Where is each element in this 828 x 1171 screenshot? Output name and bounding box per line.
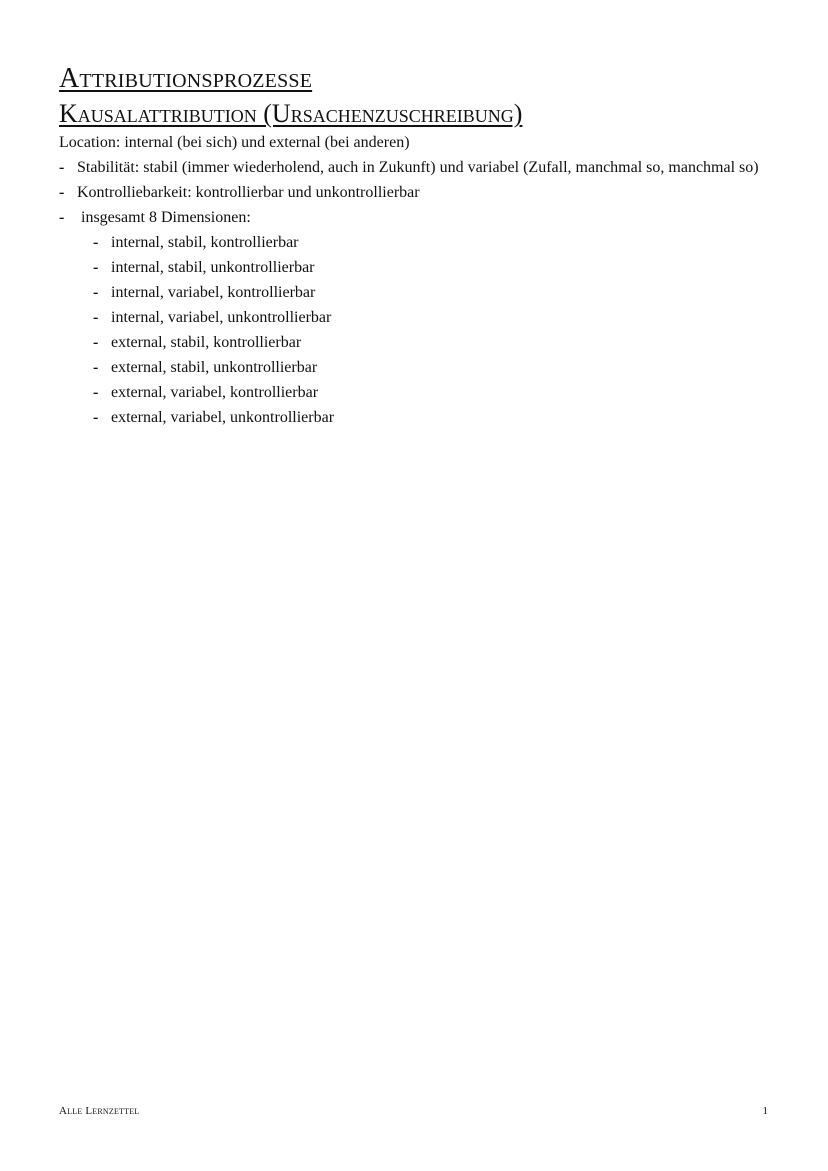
sublist-item xyxy=(93,355,779,380)
sublist-item xyxy=(93,405,779,430)
page-title: Attributionsprozesse xyxy=(59,63,313,94)
sublist-item xyxy=(93,330,779,355)
list-item-stabilitaet xyxy=(59,155,779,180)
sublist-item xyxy=(93,380,779,405)
location-line: Location: internal (bei sich) und external (bei anderen) xyxy=(59,134,410,151)
sublist-item-text: internal, stabil, kontrollierbar xyxy=(111,234,299,251)
sublist-item xyxy=(93,305,779,330)
sublist-item-text: internal, stabil, unkontrollierbar xyxy=(111,259,315,276)
attribution-list xyxy=(59,155,779,430)
bullet-dash: - xyxy=(93,409,99,426)
dimensions-sublist xyxy=(77,230,779,430)
sublist-item-text: external, stabil, unkontrollierbar xyxy=(111,359,318,376)
sublist-item xyxy=(93,255,779,280)
bullet-dash: - xyxy=(93,384,99,401)
section-heading: Kausalattribution (Ursachenzuschreibung) xyxy=(59,99,523,128)
sublist-item-text: internal, variabel, kontrollierbar xyxy=(111,284,316,301)
bullet-dash: - xyxy=(59,209,65,226)
sublist-item-text: internal, variabel, unkontrollierbar xyxy=(111,309,332,326)
list-item-text: insgesamt 8 Dimensionen: xyxy=(77,209,251,226)
page-number: 1 xyxy=(762,1105,768,1117)
sublist-item xyxy=(93,230,779,255)
list-item-text: Stabilität: stabil (immer wiederholend, auch in Zukunft) und variabel (Zufall, manchmal so, manchmal so) xyxy=(77,159,759,176)
bullet-dash: - xyxy=(93,359,99,376)
bullet-dash: - xyxy=(59,159,65,176)
bullet-dash: - xyxy=(93,334,99,351)
bullet-dash: - xyxy=(59,184,65,201)
footer-label: Alle Lernzettel xyxy=(59,1105,140,1117)
sublist-item xyxy=(93,280,779,305)
sublist-item-text: external, stabil, kontrollierbar xyxy=(111,334,302,351)
document-content xyxy=(59,62,779,430)
bullet-dash: - xyxy=(93,234,99,251)
list-item-text: Kontrolliebarkeit: kontrollierbar und unkontrollierbar xyxy=(77,184,420,201)
bullet-dash: - xyxy=(93,284,99,301)
sublist-item-text: external, variabel, unkontrollierbar xyxy=(111,409,335,426)
list-item-kontrolliebarkeit xyxy=(59,180,779,205)
bullet-dash: - xyxy=(93,309,99,326)
bullet-dash: - xyxy=(93,259,99,276)
list-item-dimensionen xyxy=(59,205,779,430)
sublist-item-text: external, variabel, kontrollierbar xyxy=(111,384,319,401)
